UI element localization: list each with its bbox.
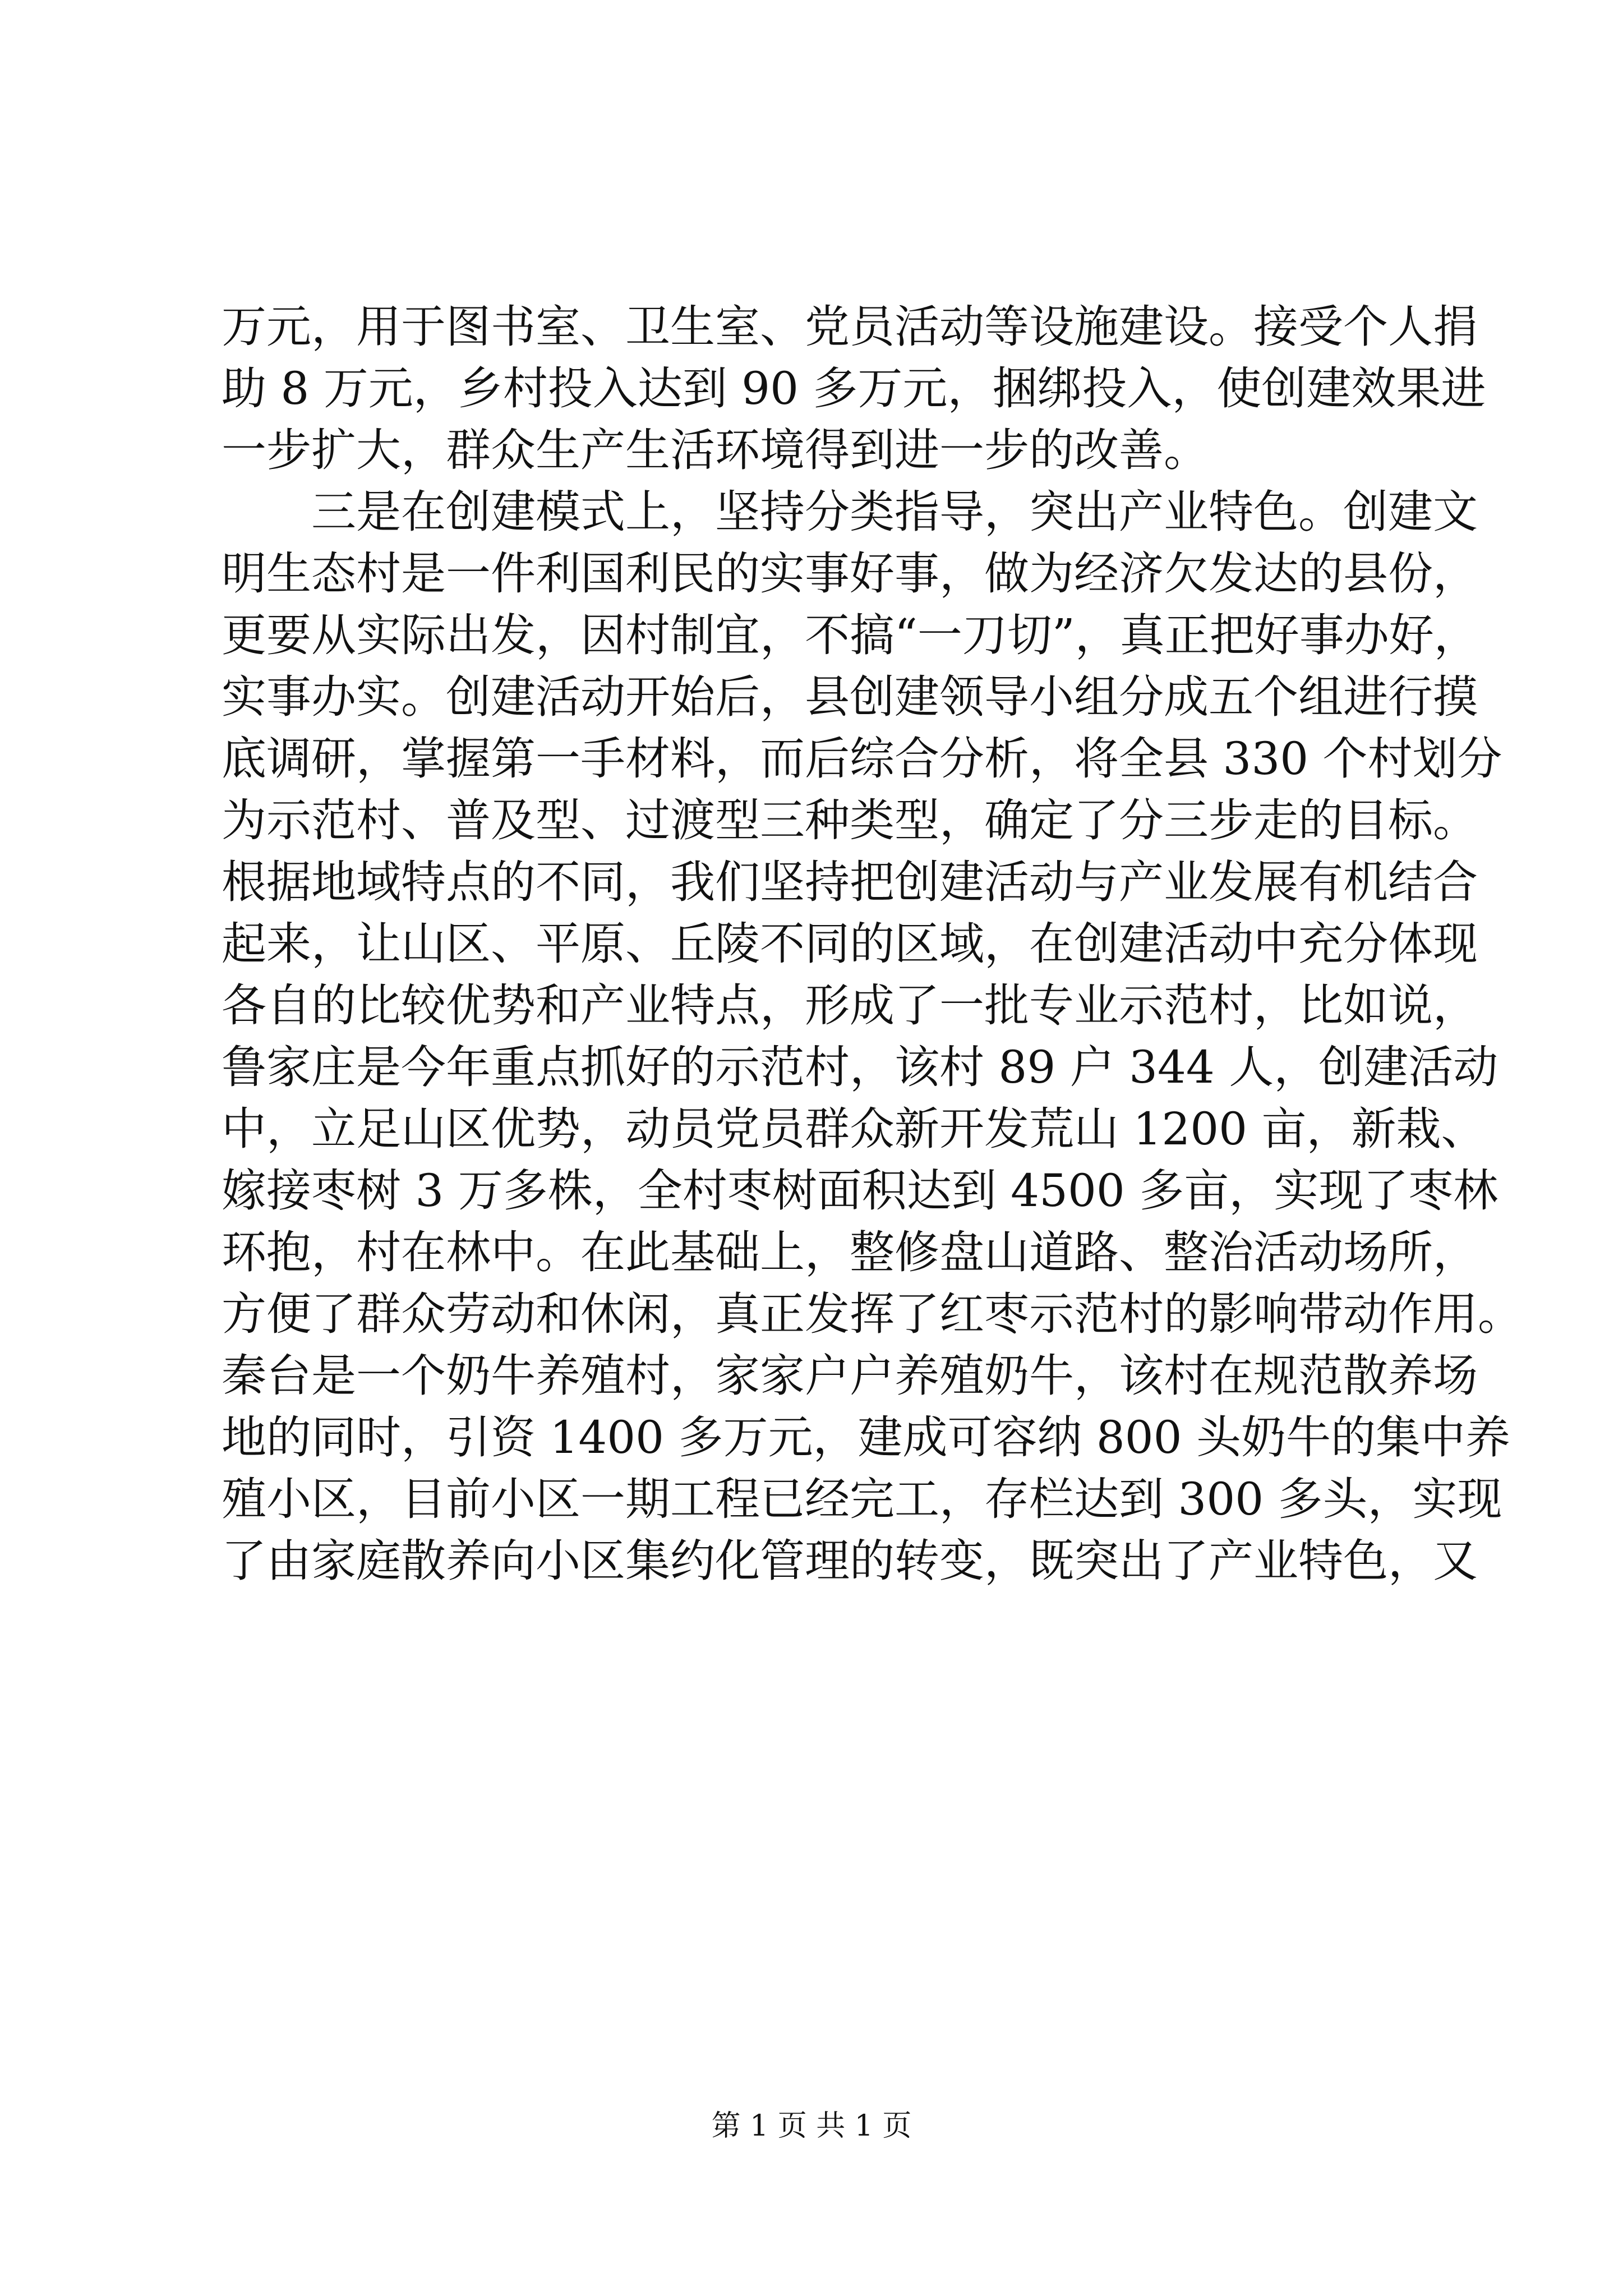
text-line: 秦台是一个奶牛养殖村，家家户户养殖奶牛，该村在规范散养场 [222, 1350, 1478, 1402]
text-line: 更要从实际出发，因村制宜，不搞“一刀切”，真正把好事办好， [222, 609, 1479, 661]
document-body [222, 296, 1523, 1592]
text-line: 环抱，村在林中。在此基础上，整修盘山道路、整治活动场所， [222, 1226, 1478, 1278]
text-line: 一步扩大，群众生产生活环境得到进一步的改善。 [222, 424, 1209, 476]
text-line: 起来，让山区、平原、丘陵不同的区域，在创建活动中充分体现 [222, 918, 1478, 970]
text-line: 地的同时，引资 1400 多万元，建成可容纳 800 头奶牛的集中养 [222, 1411, 1511, 1464]
text-line: 万元，用于图书室、卫生室、党员活动等设施建设。接受个人捐 [222, 301, 1478, 353]
text-line: 殖小区，目前小区一期工程已经完工，存栏达到 300 多头，实现 [222, 1473, 1502, 1525]
text-line: 鲁家庄是今年重点抓好的示范村，该村 89 户 344 人，创建活动 [222, 1041, 1498, 1093]
text-line: 中，立足山区优势，动员党员群众新开发荒山 1200 亩，新栽、 [222, 1103, 1486, 1155]
text-line: 方便了群众劳动和休闲，真正发挥了红枣示范村的影响带动作用。 [222, 1288, 1523, 1340]
text-line: 各自的比较优势和产业特点，形成了一批专业示范村，比如说， [222, 979, 1478, 1032]
text-line: 根据地域特点的不同，我们坚持把创建活动与产业发展有机结合 [222, 856, 1478, 908]
text-line: 嫁接枣树 3 万多株，全村枣树面积达到 4500 多亩，实现了枣林 [222, 1165, 1498, 1217]
text-line: 助 8 万元，乡村投入达到 90 多万元，捆绑投入，使创建效果进 [222, 362, 1486, 415]
text-line: 为示范村、普及型、过渡型三种类型，确定了分三步走的目标。 [222, 794, 1478, 846]
text-line: 明生态村是一件利国利民的实事好事，做为经济欠发达的县份， [222, 547, 1478, 600]
page-number-footer: 第 1 页 共 1 页 [711, 2109, 912, 2143]
paragraph-first-line: 三是在创建模式上，坚持分类指导，突出产业特色。创建文 [222, 486, 1478, 538]
text-line: 底调研，掌握第一手材料，而后综合分析，将全县 330 个村划分 [222, 733, 1502, 785]
text-line: 实事办实。创建活动开始后，县创建领导小组分成五个组进行摸 [222, 671, 1478, 723]
text-line: 了由家庭散养向小区集约化管理的转变，既突出了产业特色，又 [222, 1535, 1478, 1587]
